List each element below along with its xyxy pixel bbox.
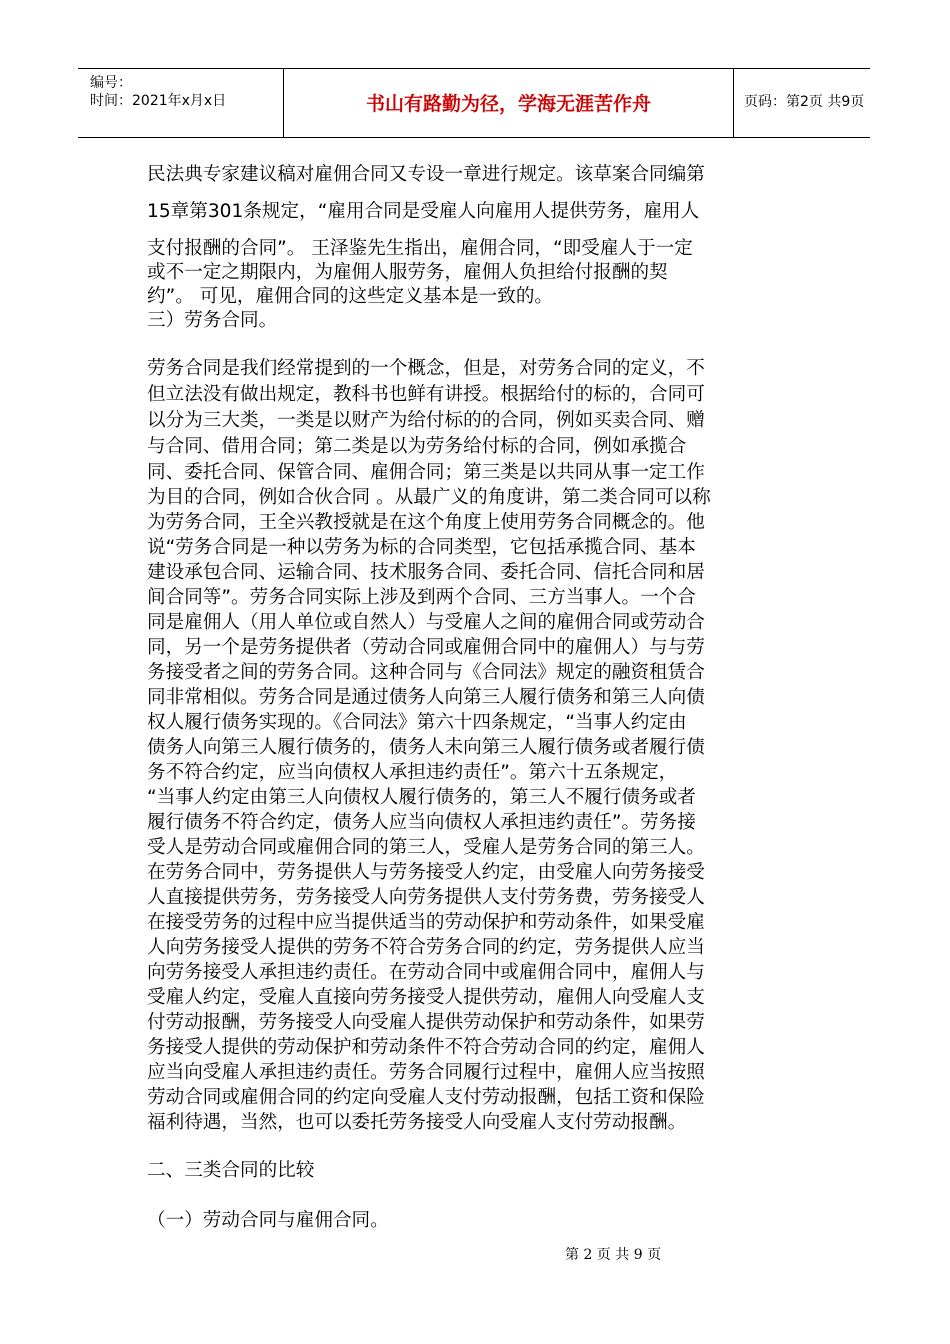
body-line: 受雇人约定，受雇人直接向劳务接受人提供劳动，雇佣人向受雇人支	[147, 987, 705, 1008]
body-line: 务接受人提供的劳动保护和劳动条件不符合劳动合同的约定，雇佣人	[147, 1037, 705, 1058]
header-motto: 书山有路勤为径，学海无涯苦作舟	[365, 93, 651, 115]
body-line: 或不一定之期限内，为雇佣人服劳务，雇佣人负担给付报酬的契	[147, 262, 668, 283]
body-line: 说“劳务合同是一种以劳务为标的合同类型，它包括承揽合同、基本	[147, 537, 696, 558]
body-line: 务接受者之间的劳务合同。这种合同与《合同法》规定的融资租赁合	[147, 662, 705, 683]
body-line: 支付报酬的合同”。 王泽鉴先生指出，雇佣合同，“即受雇人于一定	[147, 238, 693, 259]
body-line: 间合同等”。劳务合同实际上涉及到两个合同、三方当事人。一个合	[147, 587, 696, 608]
body-line: 在接受劳务的过程中应当提供适当的劳动保护和劳动条件，如果受雇	[147, 912, 705, 933]
body-line: 付劳动报酬，劳务接受人向受雇人提供劳动保护和劳动条件，如果劳	[147, 1012, 705, 1033]
page-header	[78, 68, 870, 138]
body-line: 劳务合同是我们经常提到的一个概念，但是，对劳务合同的定义，不	[147, 358, 705, 379]
body-line: 与合同、借用合同；第二类是以为劳务给付标的合同，例如承揽合	[147, 436, 687, 457]
page-footer: 第 2 页 共 9 页	[565, 1247, 662, 1263]
body-line: 福利待遇，当然，也可以委托劳务接受人向受雇人支付劳动报酬。	[147, 1112, 687, 1133]
body-line: 债务人向第三人履行债务的，债务人未向第三人履行债务或者履行债	[147, 737, 705, 758]
body-line: 受人是劳动合同或雇佣合同的第三人，受雇人是劳务合同的第三人。	[147, 837, 705, 858]
body-line: 为目的合同，例如合伙合同 。从最广义的角度讲，第二类合同可以称	[147, 487, 711, 508]
body-line: 但立法没有做出规定，教科书也鲜有讲授。根据给付的标的，合同可	[147, 384, 705, 405]
document-code-label: 编号：	[90, 75, 132, 91]
body-line: 建设承包合同、运输合同、技术服务合同、委托合同、信托合同和居	[147, 562, 705, 583]
body-line: 同、委托合同、保管合同、雇佣合同；第三类是以共同从事一定工作	[147, 462, 705, 483]
body-line: 人直接提供劳务，劳务接受人向劳务提供人支付劳务费，劳务接受人	[147, 887, 705, 908]
body-line: 人向劳务接受人提供的劳务不符合劳务合同的约定，劳务提供人应当	[147, 937, 705, 958]
body-line: 在劳务合同中，劳务提供人与劳务接受人约定，由受雇人向劳务接受	[147, 862, 705, 883]
body-line: 履行债务不符合约定，债务人应当向债权人承担违约责任”。劳务接	[147, 812, 696, 833]
section-heading: 二、三类合同的比较	[147, 1160, 315, 1181]
header-page-cell	[734, 69, 870, 137]
body-line: 以分为三大类，一类是以财产为给付标的的合同，例如买卖合同、赠	[147, 410, 705, 431]
body-line: 15章第301条规定，“雇用合同是受雇人向雇用人提供劳务，雇用人	[147, 201, 700, 222]
subsection-heading: （一）劳动合同与雇佣合同。	[147, 1210, 389, 1231]
body-line: 权人履行债务实现的。《合同法》第六十四条规定，“当事人约定由	[147, 712, 687, 733]
body-line: 为劳务合同，王全兴教授就是在这个角度上使用劳务合同概念的。他	[147, 512, 705, 533]
body-line: 民法典专家建议稿对雇佣合同又专设一章进行规定。该草案合同编第	[147, 164, 705, 185]
body-line: 应当向受雇人承担违约责任。劳务合同履行过程中，雇佣人应当按照	[147, 1062, 705, 1083]
section-heading: 三）劳务合同。	[147, 310, 278, 331]
header-meta-cell	[78, 69, 284, 137]
header-motto-cell	[284, 69, 734, 137]
document-time-label: 时间：2021年x月x日	[90, 93, 227, 109]
header-page-info: 页码：第2页 共9页	[744, 94, 865, 110]
body-line: “当事人约定由第三人向债权人履行债务的，第三人不履行债务或者	[147, 787, 696, 808]
body-line: 同非常相似。劳务合同是通过债务人向第三人履行债务和第三人向债	[147, 687, 705, 708]
body-line: 约”。 可见，雇佣合同的这些定义基本是一致的。	[147, 286, 554, 307]
body-line: 向劳务接受人承担违约责任。在劳动合同中或雇佣合同中，雇佣人与	[147, 962, 705, 983]
body-line: 同是雇佣人（用人单位或自然人）与受雇人之间的雇佣合同或劳动合	[147, 612, 705, 633]
body-line: 务不符合约定，应当向债权人承担违约责任”。第六十五条规定，	[147, 762, 678, 783]
body-line: 同，另一个是劳务提供者（劳动合同或雇佣合同中的雇佣人）与与劳	[147, 637, 705, 658]
body-line: 劳动合同或雇佣合同的约定向受雇人支付劳动报酬，包括工资和保险	[147, 1087, 705, 1108]
